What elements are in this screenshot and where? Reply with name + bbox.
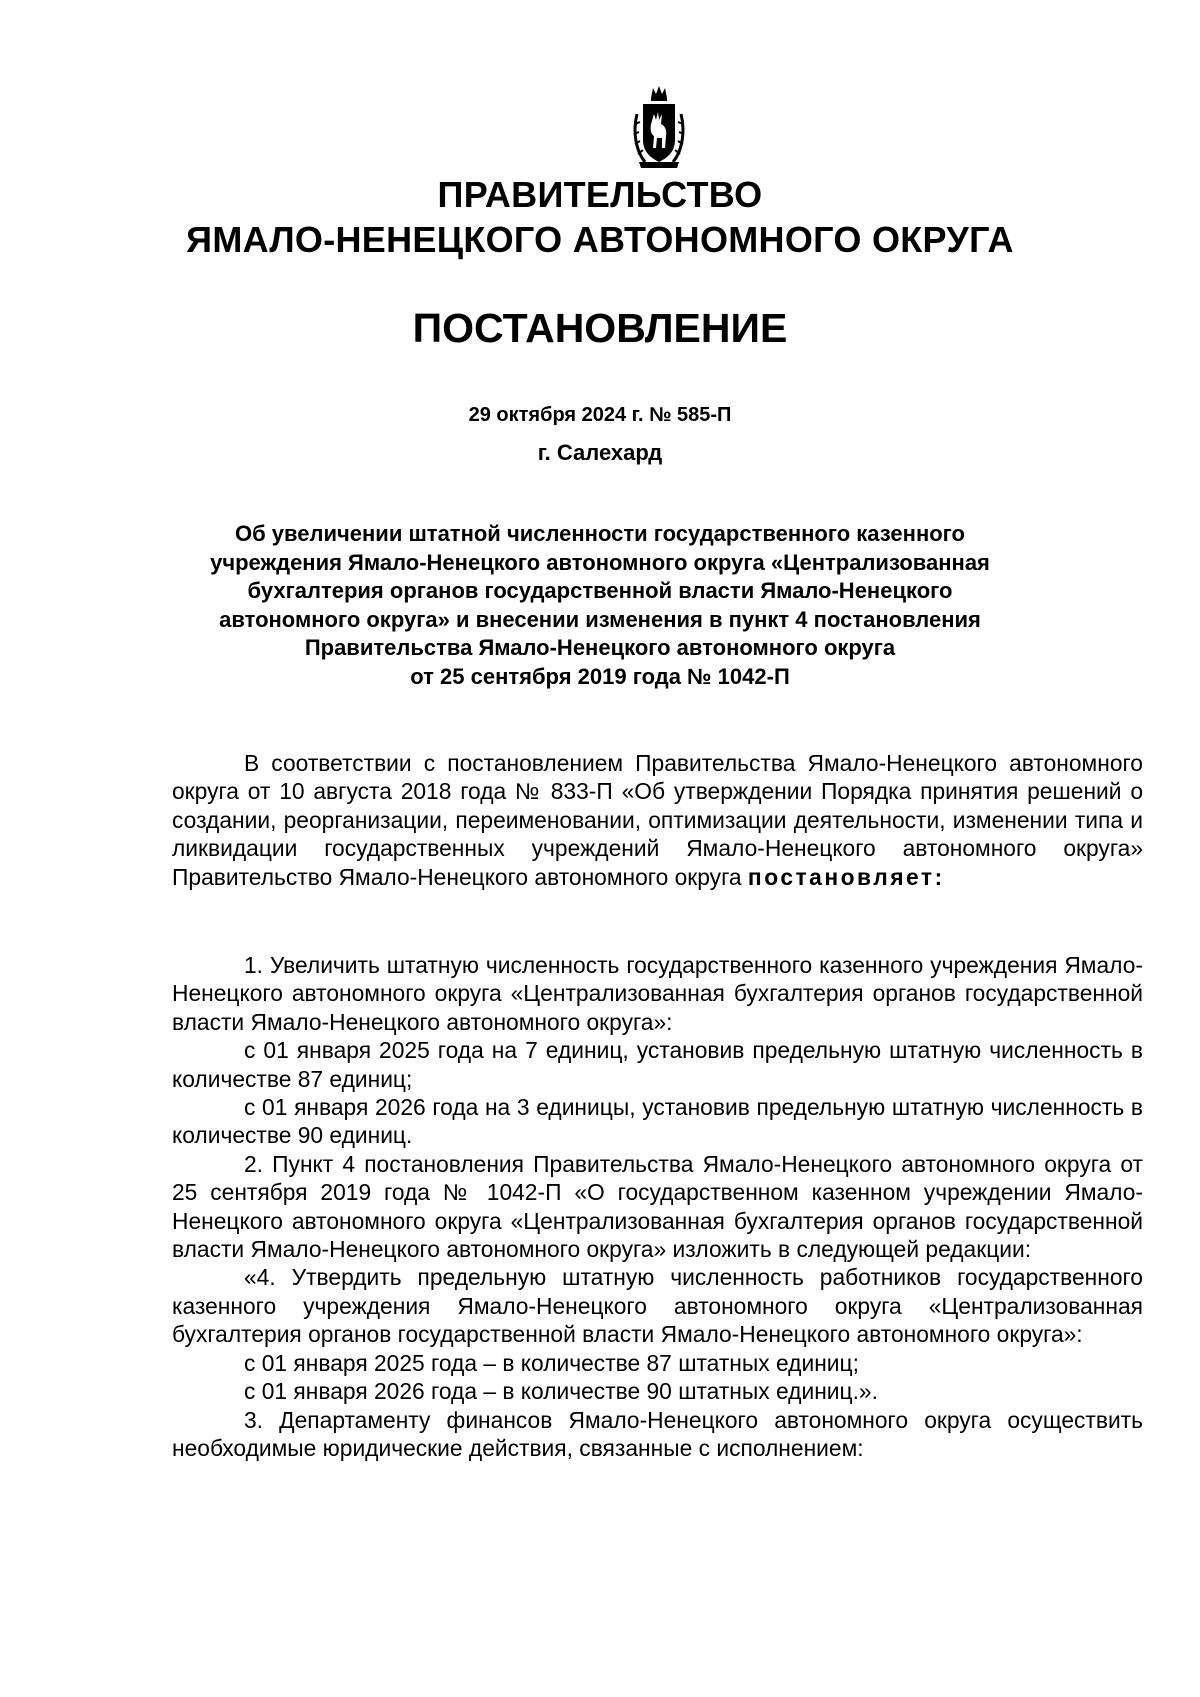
city: г. Салехард — [537, 440, 663, 465]
preamble-paragraph — [172, 749, 1143, 891]
government-title-line2: ЯМАЛО-НЕНЕЦКОГО АВТОНОМНОГО ОКРУГА — [186, 219, 1014, 260]
paragraph-3: 3. Департаменту финансов Ямало-Ненецкого автономного округа осуществить необходимые юридические действия, связанные с исполнением: — [172, 1406, 1143, 1461]
paragraph-1-item-2025: с 01 января 2025 года на 7 единиц, установив предельную штатную численность в количестве 87 единиц; — [172, 1037, 1143, 1092]
government-title-line1: ПРАВИТЕЛЬСТВО — [437, 174, 763, 215]
preamble — [172, 749, 1143, 891]
subject-line: от 25 сентября 2019 года № 1042-П — [410, 663, 790, 689]
subject-line: бухгалтерия органов государственной власти Ямало-Ненецкого — [247, 578, 953, 603]
paragraph-2-quoted-2025: с 01 января 2025 года – в количестве 87 штатных единиц; — [244, 1349, 859, 1376]
paragraph-2-quoted-item-4: «4. Утвердить предельную штатную численность работников государственного казенного учреждения Ямало-Ненецкого автономного округа «Централизованная бухгалтерия органов государственной власти Ямало-Ненецкого автономного округа»: — [172, 1264, 1143, 1348]
preamble-keyword: постановляет: — [747, 863, 945, 890]
subject-heading — [160, 520, 1040, 691]
document-type: ПОСТАНОВЛЕНИЕ — [412, 305, 788, 351]
yanao-coat-of-arms-icon — [631, 84, 687, 172]
paragraph-2-quoted-2026: с 01 января 2026 года – в количестве 90 штатных единиц.». — [244, 1378, 878, 1405]
date-and-number: 29 октября 2024 г. № 585-П — [468, 404, 732, 426]
provisions — [172, 951, 1143, 1462]
subject-line: учреждения Ямало-Ненецкого автономного округа «Централизованная — [210, 549, 990, 575]
subject-line: автономного округа» и внесении изменения в пункт 4 постановления — [219, 606, 981, 632]
subject-line: Об увеличении штатной численности государственного казенного — [234, 521, 965, 546]
paragraph-1-item-2026: с 01 января 2026 года на 3 единицы, установив предельную штатную численность в количестве 90 единиц. — [172, 1094, 1143, 1149]
paragraph-2: 2. Пункт 4 постановления Правительства Ямало-Ненецкого автономного округа от 25 сентября 2019 года № 1042-П «О государственном казенном учреждении Ямало-Ненецкого автономного округа «Централизованная бухгалтерия органов государственной власти Ямало-Ненецкого автономного округа» изложить в следующей редакции: — [172, 1150, 1143, 1263]
subject-line: Правительства Ямало-Ненецкого автономного округа — [304, 635, 896, 660]
paragraph-1: 1. Увеличить штатную численность государственного казенного учреждения Ямало-Ненецкого автономного округа «Централизованная бухгалтерия органов государственной власти Ямало-Ненецкого автономного округа»: — [172, 952, 1143, 1035]
preamble-text: В соответствии с постановлением Правительства Ямало-Ненецкого автономного округа от 10 августа 2018 года № 833-П «Об утверждении Порядка принятия решений о создании, реорганизации, переименовании, оптимизации деятельности, изменении типа и ликвидации государственных учреждений Ямало-Ненецкого автономного округа» Правительство Ямало-Ненецкого автономного округа — [172, 750, 1143, 890]
government-title — [0, 172, 1200, 262]
